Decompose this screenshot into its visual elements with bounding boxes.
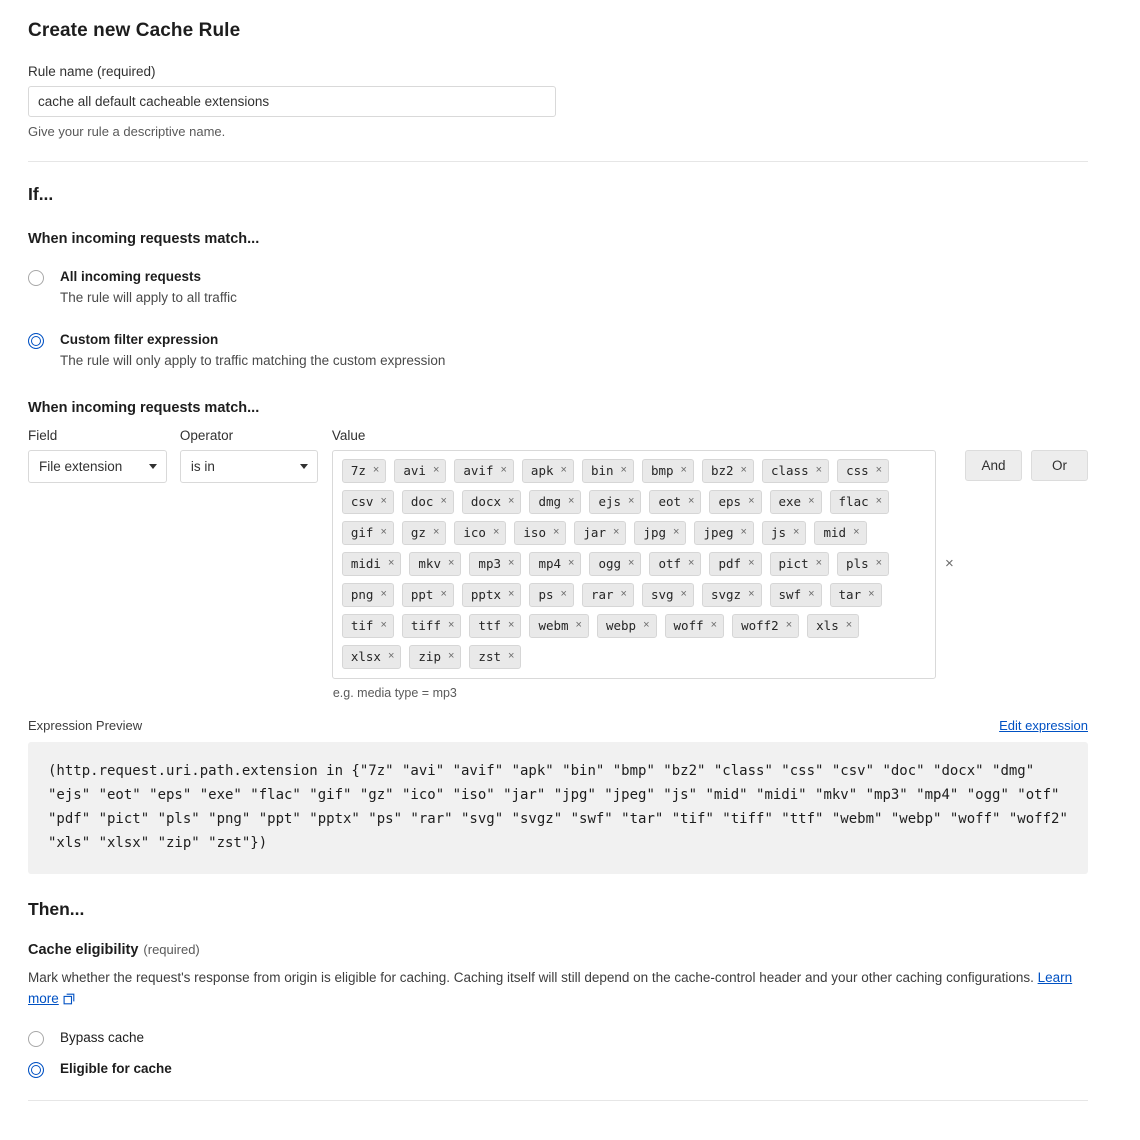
value-tag-remove-icon[interactable]: × [432,464,440,477]
value-tag[interactable] [642,583,694,607]
value-tag[interactable] [342,614,394,638]
value-tag[interactable] [837,459,889,483]
value-tag-remove-icon[interactable]: × [853,526,860,539]
radio-all-incoming-requests-label: All incoming requests [60,269,202,284]
value-tag-remove-icon[interactable]: × [620,588,627,601]
value-tag-remove-icon[interactable]: × [680,588,687,601]
value-tag[interactable] [514,521,566,545]
value-tag[interactable] [634,521,686,545]
value-tag-remove-icon[interactable]: × [372,464,380,477]
value-tag-label: gz [410,525,426,541]
value-tag-label: bmp [650,463,674,479]
value-tag[interactable] [409,645,461,669]
value-tag[interactable] [649,552,701,576]
value-tag[interactable] [342,459,387,483]
value-tag-remove-icon[interactable]: × [628,495,635,508]
page-title: Create new Cache Rule [28,20,241,41]
rule-name-group [28,64,1088,139]
value-tag[interactable] [589,490,641,514]
value-tag-remove-icon[interactable]: × [808,588,815,601]
value-tag-remove-icon[interactable]: × [793,526,800,539]
value-tag-remove-icon[interactable]: × [628,557,635,570]
value-tag-label: svgz [710,587,742,603]
value-tag-remove-icon[interactable]: × [508,650,515,663]
cache-eligibility-required-note: (required) [143,942,200,958]
value-tag-label: apk [530,463,554,479]
value-tag-label: 7z [350,463,366,479]
value-tag-input[interactable] [332,450,936,679]
value-example-text: e.g. media type = mp3 [332,685,457,700]
value-tag-remove-icon[interactable]: × [688,495,695,508]
value-tag[interactable] [649,490,701,514]
value-tag-remove-icon[interactable]: × [508,557,515,570]
value-tag-remove-icon[interactable]: × [552,526,560,539]
value-tag[interactable] [732,614,799,638]
value-tag-label: svg [650,587,674,603]
radio-bypass-cache[interactable] [28,1030,1088,1047]
value-tag-remove-icon[interactable]: × [643,619,650,632]
radio-all-incoming-requests[interactable] [28,269,1088,305]
value-tag-remove-icon[interactable]: × [815,464,823,477]
value-tag-label: webp [605,618,637,634]
value-tag-label: avif [463,463,494,479]
value-tag-label: mp4 [538,556,562,572]
field-column [28,428,167,483]
value-tag[interactable] [529,583,574,607]
value-tag-remove-icon[interactable]: × [680,464,687,477]
and-button[interactable]: And [965,450,1022,481]
value-tag-remove-icon[interactable]: × [500,464,507,477]
value-tag-remove-icon[interactable]: × [560,464,567,477]
chevron-down-icon [300,464,308,469]
radio-eligible-for-cache-label: Eligible for cache [60,1060,172,1076]
value-tag[interactable] [702,583,762,607]
value-tag-label: otf [658,556,682,572]
value-tag[interactable] [762,521,807,545]
value-tag[interactable] [522,459,574,483]
value-tag-remove-icon[interactable]: × [748,557,755,570]
value-tag-label: woff2 [741,618,779,634]
value-tag[interactable] [462,490,522,514]
value-tag-label: pptx [470,587,501,603]
value-tag-label: iso [523,525,546,541]
value-tag[interactable] [814,521,866,545]
value-tag[interactable] [830,583,882,607]
value-tag-label: zip [418,649,441,665]
radio-custom-filter-expression[interactable] [28,332,1088,368]
value-tag-remove-icon[interactable]: × [380,526,387,539]
if-section-heading: If... [28,184,54,204]
value-tag-label: bin [590,463,614,479]
value-tag-label: pdf [718,556,742,572]
value-tag[interactable] [342,645,402,669]
value-tag-remove-icon[interactable]: × [673,526,680,539]
value-tag[interactable] [409,552,461,576]
value-tag-label: eot [658,494,682,510]
or-button[interactable]: Or [1031,450,1088,481]
value-tag-remove-icon[interactable]: × [508,588,515,601]
value-tag-remove-icon[interactable]: × [688,557,695,570]
value-tag-label: xlsx [350,649,381,665]
value-tag-remove-icon[interactable]: × [612,526,620,539]
value-tag-label: bz2 [710,463,734,479]
value-tag[interactable] [454,521,506,545]
divider-bottom [28,1100,1088,1101]
value-tag[interactable] [454,459,514,483]
value-tag-remove-icon[interactable]: × [845,619,853,632]
expression-preview-text: (http.request.uri.path.extension in {"7z" "avi" "avif" "apk" "bin" "bmp" "bz2" "class" "css" "csv" "doc" "docx" "dmg" "ejs" "eot" "eps" "exe" "flac" "gif" "gz" "ico" "iso" "jar" "jpg" "jpeg" "js" "mid" "midi" "mkv" "mp3" "mp4" "ogg" "otf" "pdf" "pict" "pls" "png" "ppt" "pptx" "ps" "rar" "svg" "svgz" "swf" "tar" "tif" "tiff" "ttf" "webm" "webp" "woff" "woff2" "xls" "xlsx" "zip" "zst"}) [28,742,1088,874]
value-tag[interactable] [342,490,394,514]
value-tag-label: tiff [410,618,441,634]
value-tag-label: tar [838,587,862,603]
value-tag[interactable] [762,459,829,483]
value-tag[interactable] [709,552,761,576]
value-tag-remove-icon[interactable]: × [748,588,755,601]
value-tag-remove-icon[interactable]: × [575,619,582,632]
value-tag[interactable] [529,552,581,576]
value-tag-label: eps [718,494,742,510]
value-tag-remove-icon[interactable]: × [875,495,883,508]
chevron-down-icon [149,464,157,469]
value-tag-remove-icon[interactable]: × [380,588,387,601]
radio-custom-filter-expression-control[interactable] [28,333,44,349]
value-tag-remove-icon[interactable]: × [740,526,747,539]
value-tag-remove-icon[interactable]: × [875,464,883,477]
value-tag-remove-icon[interactable]: × [710,619,718,632]
value-tag[interactable] [402,583,454,607]
value-tag[interactable] [402,614,462,638]
value-tag-remove-icon[interactable]: × [440,495,447,508]
value-tag-remove-icon[interactable]: × [508,495,515,508]
value-tag-remove-icon[interactable]: × [492,526,500,539]
value-tag-remove-icon[interactable]: × [560,588,567,601]
value-tag-label: ico [463,525,486,541]
value-tag-label: flac [838,494,869,510]
cache-eligibility-label: Cache eligibility [28,942,139,959]
value-tag-remove-icon[interactable]: × [620,464,627,477]
match-mode-heading: When incoming requests match... [28,231,260,247]
radio-all-incoming-requests-control[interactable] [28,270,44,286]
operator-select[interactable] [180,450,318,483]
value-tag-label: avi [403,463,426,479]
value-tag-remove-icon[interactable]: × [440,588,447,601]
value-tag-label: swf [778,587,802,603]
value-column [332,428,936,700]
value-tag[interactable] [529,490,581,514]
value-tag-label: tif [350,618,374,634]
value-tag[interactable] [342,583,394,607]
value-tag-label: js [770,525,787,541]
value-tag-remove-icon[interactable]: × [875,557,883,570]
logic-buttons [965,450,1088,481]
value-tag[interactable] [770,552,830,576]
value-tag[interactable] [469,552,521,576]
value-tag[interactable] [837,552,889,576]
radio-all-incoming-requests-desc: The rule will apply to all traffic [60,289,237,305]
value-tag-label: zst [478,649,501,665]
value-tag-label: docx [470,494,501,510]
rule-name-label: Rule name (required) [28,64,156,79]
operator-column-label: Operator [179,427,234,443]
value-tag[interactable] [582,583,634,607]
value-tag[interactable] [770,583,822,607]
value-tag-label: jar [583,525,606,541]
value-tag-remove-icon[interactable]: × [387,650,395,663]
value-tag-label: css [846,463,869,479]
value-tag-label: xls [816,618,839,634]
value-tag[interactable] [582,459,634,483]
rule-name-helper: Give your rule a descriptive name. [28,124,226,139]
cache-eligibility-description [28,968,1088,1010]
edit-expression-link[interactable]: Edit expression [999,717,1088,733]
operator-column [180,428,318,483]
value-tag[interactable] [830,490,890,514]
rule-name-input[interactable] [28,86,556,117]
value-tag[interactable] [402,521,447,545]
value-tag-label: jpeg [703,525,734,541]
external-link-icon [63,991,75,1012]
value-tag[interactable] [709,490,761,514]
value-tag-remove-icon[interactable]: × [387,557,395,570]
expression-preview-label: Expression Preview [28,717,143,733]
value-tag[interactable] [342,521,394,545]
value-tag-remove-icon[interactable]: × [447,557,455,570]
value-tag-label: midi [350,556,381,572]
radio-bypass-cache-label: Bypass cache [60,1029,145,1045]
value-tag-remove-icon[interactable]: × [815,557,823,570]
value-tag-label: exe [778,494,802,510]
remove-condition-icon[interactable]: × [945,555,954,573]
value-tag[interactable] [807,614,859,638]
value-tag[interactable] [589,552,641,576]
cache-eligibility-description-text: Mark whether the request's response from origin is eligible for caching. Caching itself will still depend on the cache-control header and your other caching configurations. [28,970,1038,986]
value-tag-label: ppt [410,587,434,603]
value-tag-remove-icon[interactable]: × [508,619,515,632]
value-tag-label: mid [823,525,847,541]
value-tag-remove-icon[interactable]: × [868,588,875,601]
value-tag-label: rar [590,587,614,603]
field-column-label: Field [28,427,58,443]
field-select-value: File extension [39,458,123,474]
value-tag-label: woff [673,618,704,634]
value-tag-remove-icon[interactable]: × [380,619,387,632]
value-tag[interactable] [642,459,694,483]
value-tag-remove-icon[interactable]: × [432,526,440,539]
value-tag[interactable] [529,614,589,638]
value-tag[interactable] [574,521,626,545]
value-tag-label: dmg [538,494,562,510]
expression-builder [28,428,1088,700]
value-tag[interactable] [469,614,521,638]
then-section-heading: Then... [28,899,85,920]
value-tag-label: csv [350,494,374,510]
value-column-label: Value [331,427,366,443]
value-tag-remove-icon[interactable]: × [748,495,755,508]
cache-eligibility-label-row [28,942,1088,958]
value-tag-remove-icon[interactable]: × [808,495,815,508]
value-tag[interactable] [770,490,822,514]
radio-bypass-cache-control[interactable] [28,1031,44,1047]
value-tag-label: jpg [643,525,666,541]
value-tag-label: mkv [418,556,441,572]
value-tag[interactable] [342,552,402,576]
value-tag-label: png [350,587,374,603]
value-tag[interactable] [402,490,454,514]
value-tag[interactable] [394,459,446,483]
value-tag[interactable] [702,459,754,483]
value-tag-remove-icon[interactable]: × [447,650,455,663]
value-tag[interactable] [665,614,725,638]
value-tag-label: pict [778,556,809,572]
value-tag-label: mp3 [478,556,501,572]
value-tag-remove-icon[interactable]: × [380,495,387,508]
value-tag[interactable] [694,521,754,545]
radio-eligible-for-cache[interactable] [28,1061,1088,1078]
radio-eligible-for-cache-control[interactable] [28,1062,44,1078]
value-tag-label: ogg [598,556,622,572]
value-tag-remove-icon[interactable]: × [740,464,747,477]
value-tag-remove-icon[interactable]: × [568,557,575,570]
value-tag-label: gif [350,525,374,541]
builder-heading: When incoming requests match... [28,399,260,416]
value-tag[interactable] [469,645,521,669]
radio-custom-filter-expression-label: Custom filter expression [60,331,219,347]
radio-custom-filter-expression-desc: The rule will only apply to traffic matching the custom expression [60,352,446,368]
divider-top [28,161,1088,162]
field-select[interactable] [28,450,167,483]
value-tag[interactable] [462,583,522,607]
value-tag-remove-icon[interactable]: × [568,495,575,508]
value-tag-label: ps [538,587,554,603]
value-tag-label: webm [538,618,569,634]
value-tag-remove-icon[interactable]: × [785,619,793,632]
value-tag-remove-icon[interactable]: × [447,619,455,632]
expression-preview-header [28,718,1088,733]
value-tag-label: pls [846,556,869,572]
value-tag-label: ttf [478,618,501,634]
value-tag[interactable] [597,614,657,638]
value-tag-label: class [770,463,809,479]
learn-more-link[interactable]: Learn more [28,970,1073,1006]
operator-select-value: is in [190,458,215,474]
value-tag-label: doc [410,494,434,510]
value-tag-label: ejs [598,494,622,510]
